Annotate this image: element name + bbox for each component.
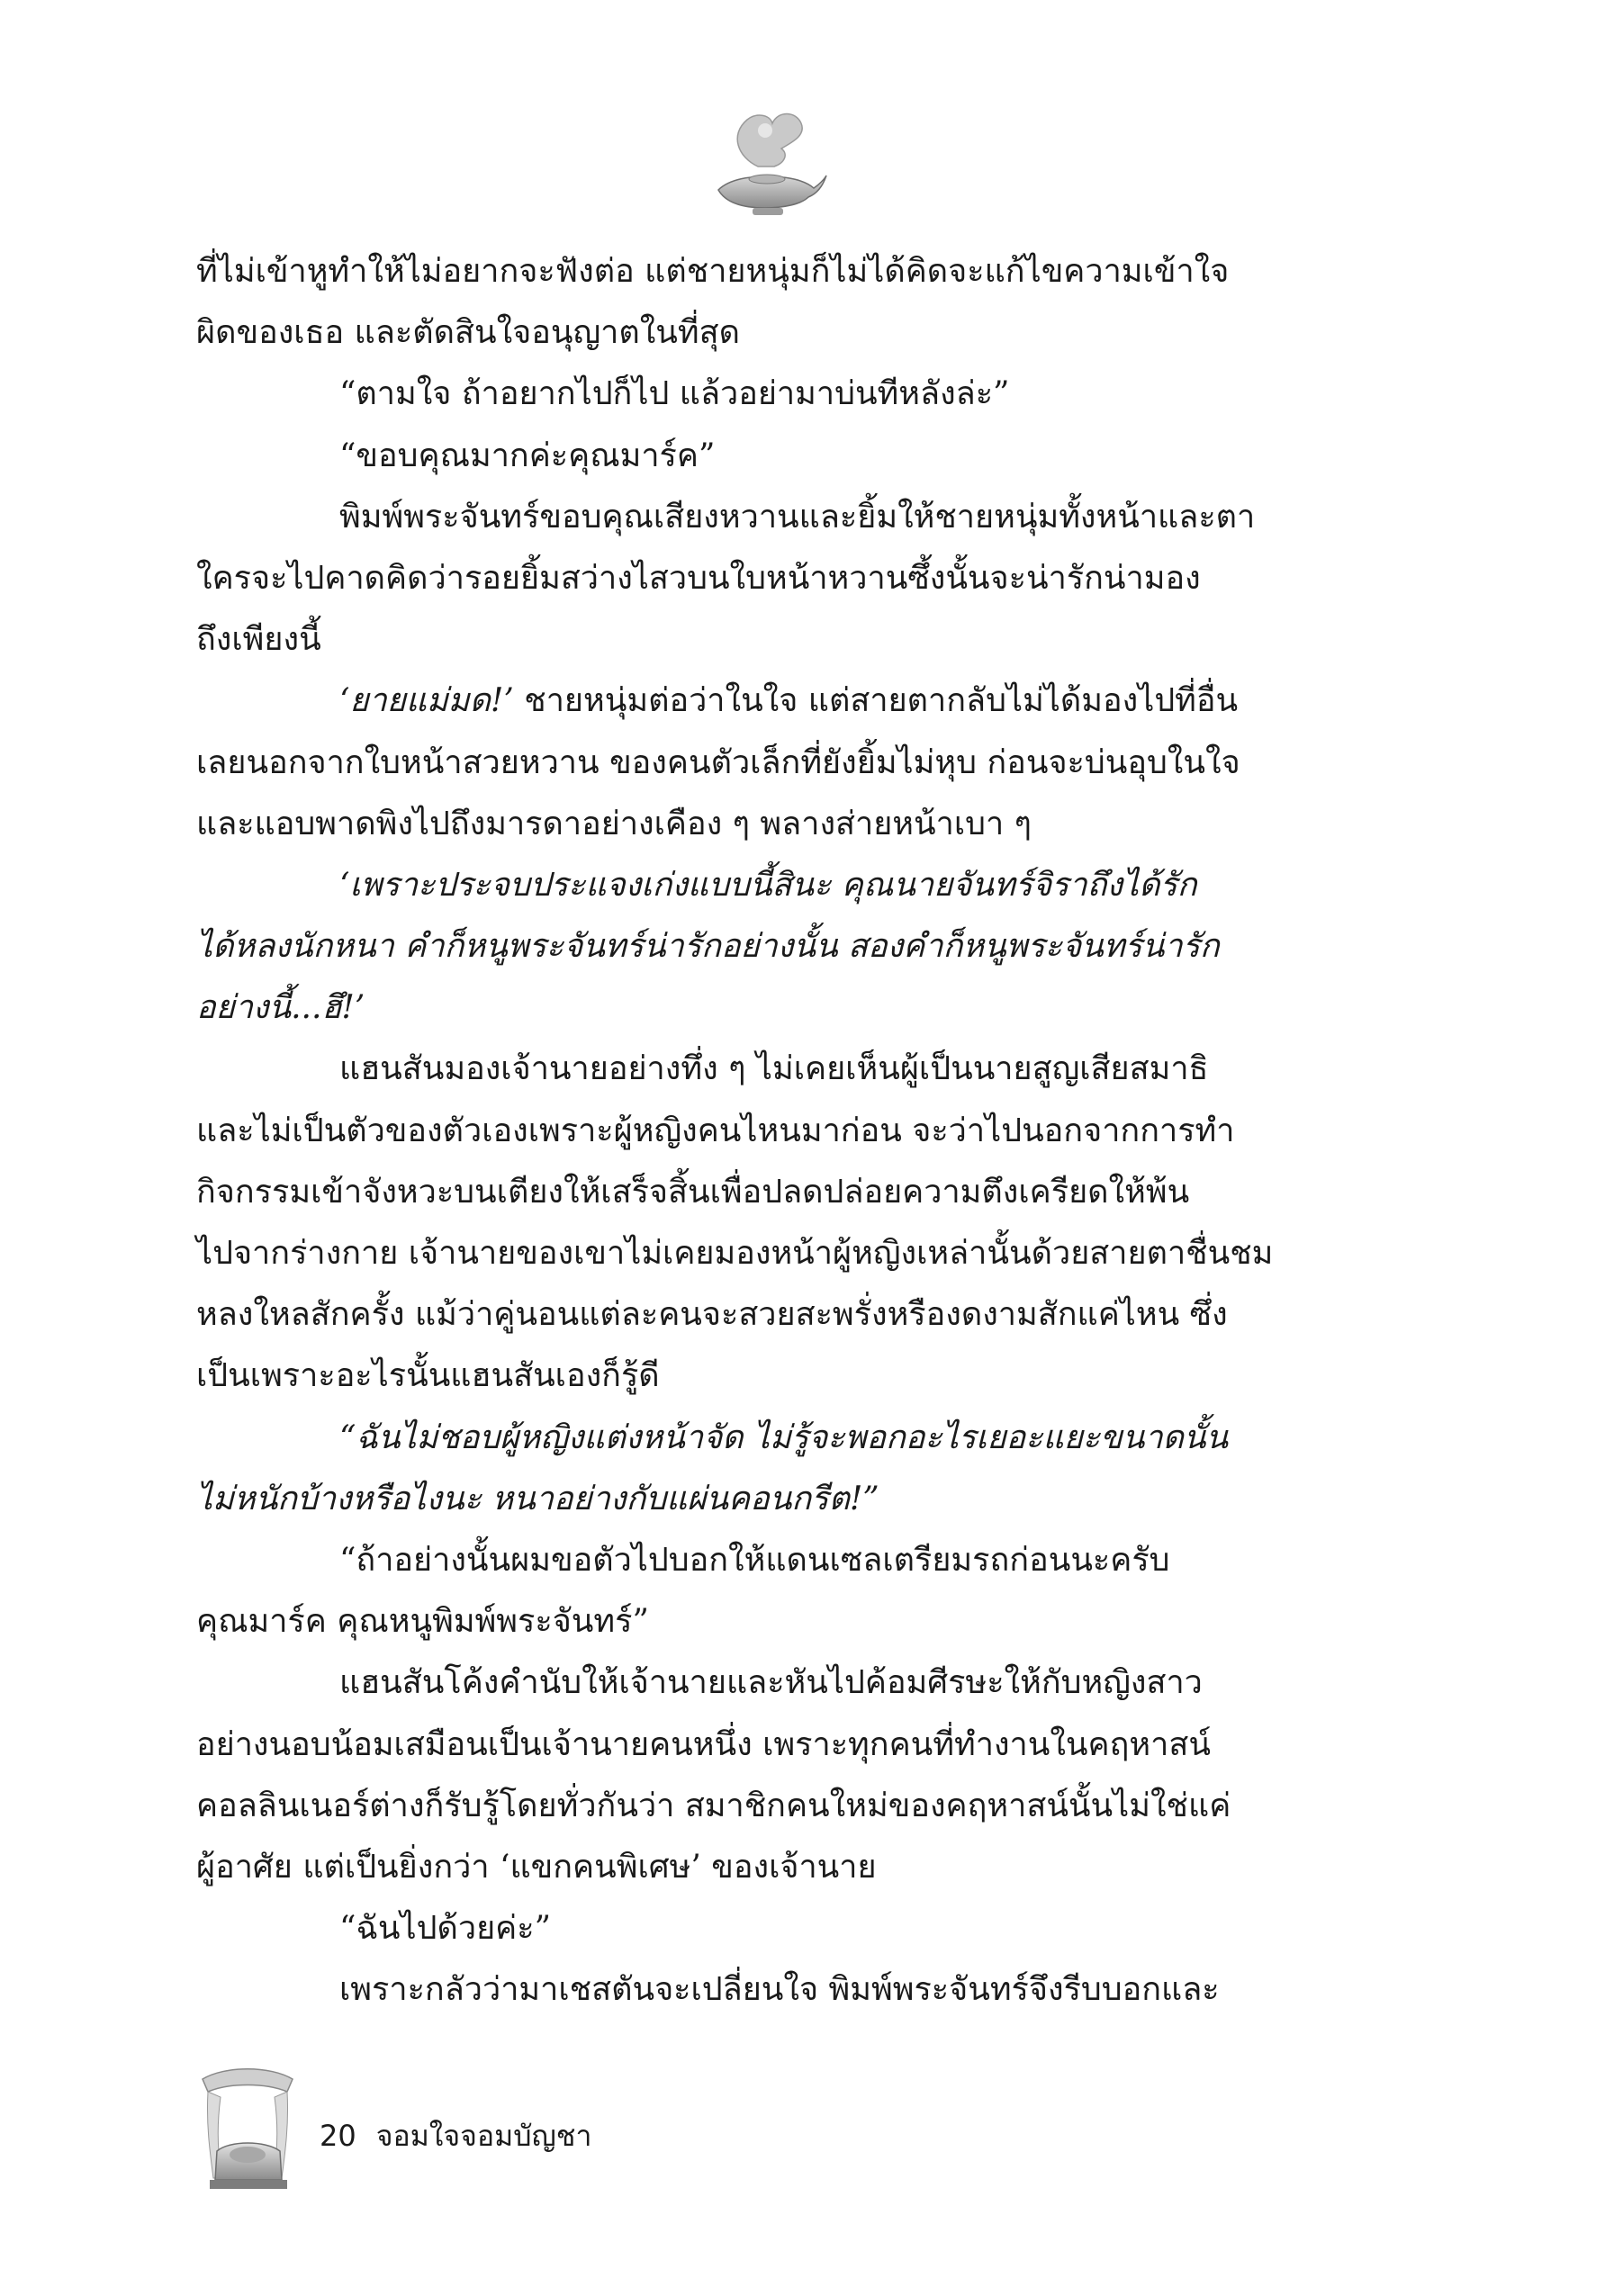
text-line: และไม่เป็นตัวของตัวเองเพราะผู้หญิงคนไหนมาก่อน จะว่าไปนอกจากการทำ bbox=[196, 1112, 1235, 1149]
text-line: ไม่หนักบ้างหรือไงนะ หนาอย่างกับแผ่นคอนกรีต!” bbox=[196, 1480, 879, 1517]
canopy-bed-illustration-icon bbox=[194, 2061, 302, 2196]
text-line: พิมพ์พระจันทร์ขอบคุณเสียงหวานและยิ้มให้ชายหนุ่มทั้งหน้าและตา bbox=[339, 498, 1256, 536]
text-line: ได้หลงนักหนา คำก็หนูพระจันทร์น่ารักอย่างนั้น สองคำก็หนูพระจันทร์น่ารัก bbox=[196, 928, 1220, 966]
chapter-text bbox=[196, 241, 1366, 2021]
text-line: หลงใหลสักครั้ง แม้ว่าคู่นอนแต่ละคนจะสวยสะพรั่งหรืองดงามสักแค่ไหน ซึ่ง bbox=[196, 1296, 1228, 1334]
text-line: ถึงเพียงนี้ bbox=[196, 621, 321, 659]
text-line: “ตามใจ ถ้าอยากไปก็ไป แล้วอย่ามาบ่นทีหลังล่ะ” bbox=[339, 375, 1010, 413]
text-line: เลยนอกจากใบหน้าสวยหวาน ของคนตัวเล็กที่ยังยิ้มไม่หุบ ก่อนจะบ่นอุบในใจ bbox=[196, 743, 1240, 781]
text-line: คอลลินเนอร์ต่างก็รับรู้โดยทั่วกันว่า สมาชิกคนใหม่ของคฤหาสน์นั้นไม่ใช่แค่ bbox=[196, 1787, 1231, 1824]
text-line: อย่างนี้...ฮึ!’ bbox=[196, 989, 365, 1027]
text-line: คุณมาร์ค คุณหนูพิมพ์พระจันทร์” bbox=[196, 1603, 649, 1641]
text-segment: ชายหนุ่มต่อว่าในใจ แต่สายตากลับไม่ได้มองไปที่อื่น bbox=[513, 682, 1239, 720]
text-line: อย่างนอบน้อมเสมือนเป็นเจ้านายคนหนึ่ง เพราะทุกคนที่ทำงานในคฤหาสน์ bbox=[196, 1725, 1211, 1763]
text-line: เป็นเพราะอะไรนั้นแฮนสันเองก็รู้ดี bbox=[196, 1357, 660, 1395]
text-line: “ฉันไปด้วยค่ะ” bbox=[339, 1910, 552, 1948]
text-line: ใครจะไปคาดคิดว่ารอยยิ้มสว่างไสวบนใบหน้าหวานซึ้งนั้นจะน่ารักน่ามอง bbox=[196, 559, 1201, 597]
text-line: ไปจากร่างกาย เจ้านายของเขาไม่เคยมองหน้าผู้หญิงเหล่านั้นด้วยสายตาชื่นชม bbox=[196, 1235, 1274, 1272]
page-number: 20 bbox=[320, 2119, 356, 2153]
text-line: และแอบพาดพิงไปถึงมารดาอย่างเคือง ๆ พลางส่ายหน้าเบา ๆ bbox=[196, 805, 1032, 842]
text-line: เพราะกลัวว่ามาเชสตันจะเปลี่ยนใจ พิมพ์พระจันทร์จึงรีบบอกและ bbox=[339, 1971, 1220, 2009]
text-line: “ขอบคุณมากค่ะคุณมาร์ค” bbox=[339, 437, 716, 474]
text-line: ‘เพราะประจบประแจงเก่งแบบนี้สินะ คุณนายจันทร์จิราถึงได้รัก bbox=[339, 866, 1197, 904]
text-line: “ถ้าอย่างนั้นผมขอตัวไปบอกให้แดนเซลเตรียมรถก่อนนะครับ bbox=[339, 1541, 1170, 1579]
text-line: ผิดของเธอ และตัดสินใจอนุญาตในที่สุด bbox=[196, 314, 741, 352]
text-segment: ‘ยายแม่มด!’ bbox=[339, 682, 514, 720]
page-footer bbox=[194, 2061, 824, 2196]
text-line: ผู้อาศัย แต่เป็นยิ่งกว่า ‘แขกคนพิเศษ’ ของเจ้านาย bbox=[196, 1848, 877, 1886]
genie-lamp-icon bbox=[702, 104, 828, 221]
text-line bbox=[196, 671, 1366, 732]
text-line: “ฉันไม่ชอบผู้หญิงแต่งหน้าจัด ไม่รู้จะพอกอะไรเยอะแยะขนาดนั้น bbox=[339, 1418, 1229, 1456]
text-line: แฮนสันมองเจ้านายอย่างทึ่ง ๆ ไม่เคยเห็นผู้เป็นนายสูญเสียสมาธิ bbox=[339, 1050, 1209, 1088]
text-line: กิจกรรมเข้าจังหวะบนเตียงให้เสร็จสิ้นเพื่อปลดปล่อยความตึงเครียดให้พ้น bbox=[196, 1173, 1190, 1211]
footer-label bbox=[320, 2113, 611, 2159]
book-title: จอมใจจอมบัญชา bbox=[375, 2119, 592, 2153]
text-line: ที่ไม่เข้าหูทำให้ไม่อยากจะฟังต่อ แต่ชายหนุ่มก็ไม่ได้คิดจะแก้ไขความเข้าใจ bbox=[196, 253, 1230, 290]
text-line: แฮนสันโค้งคำนับให้เจ้านายและหันไปค้อมศีรษะให้กับหญิงสาว bbox=[339, 1664, 1203, 1702]
